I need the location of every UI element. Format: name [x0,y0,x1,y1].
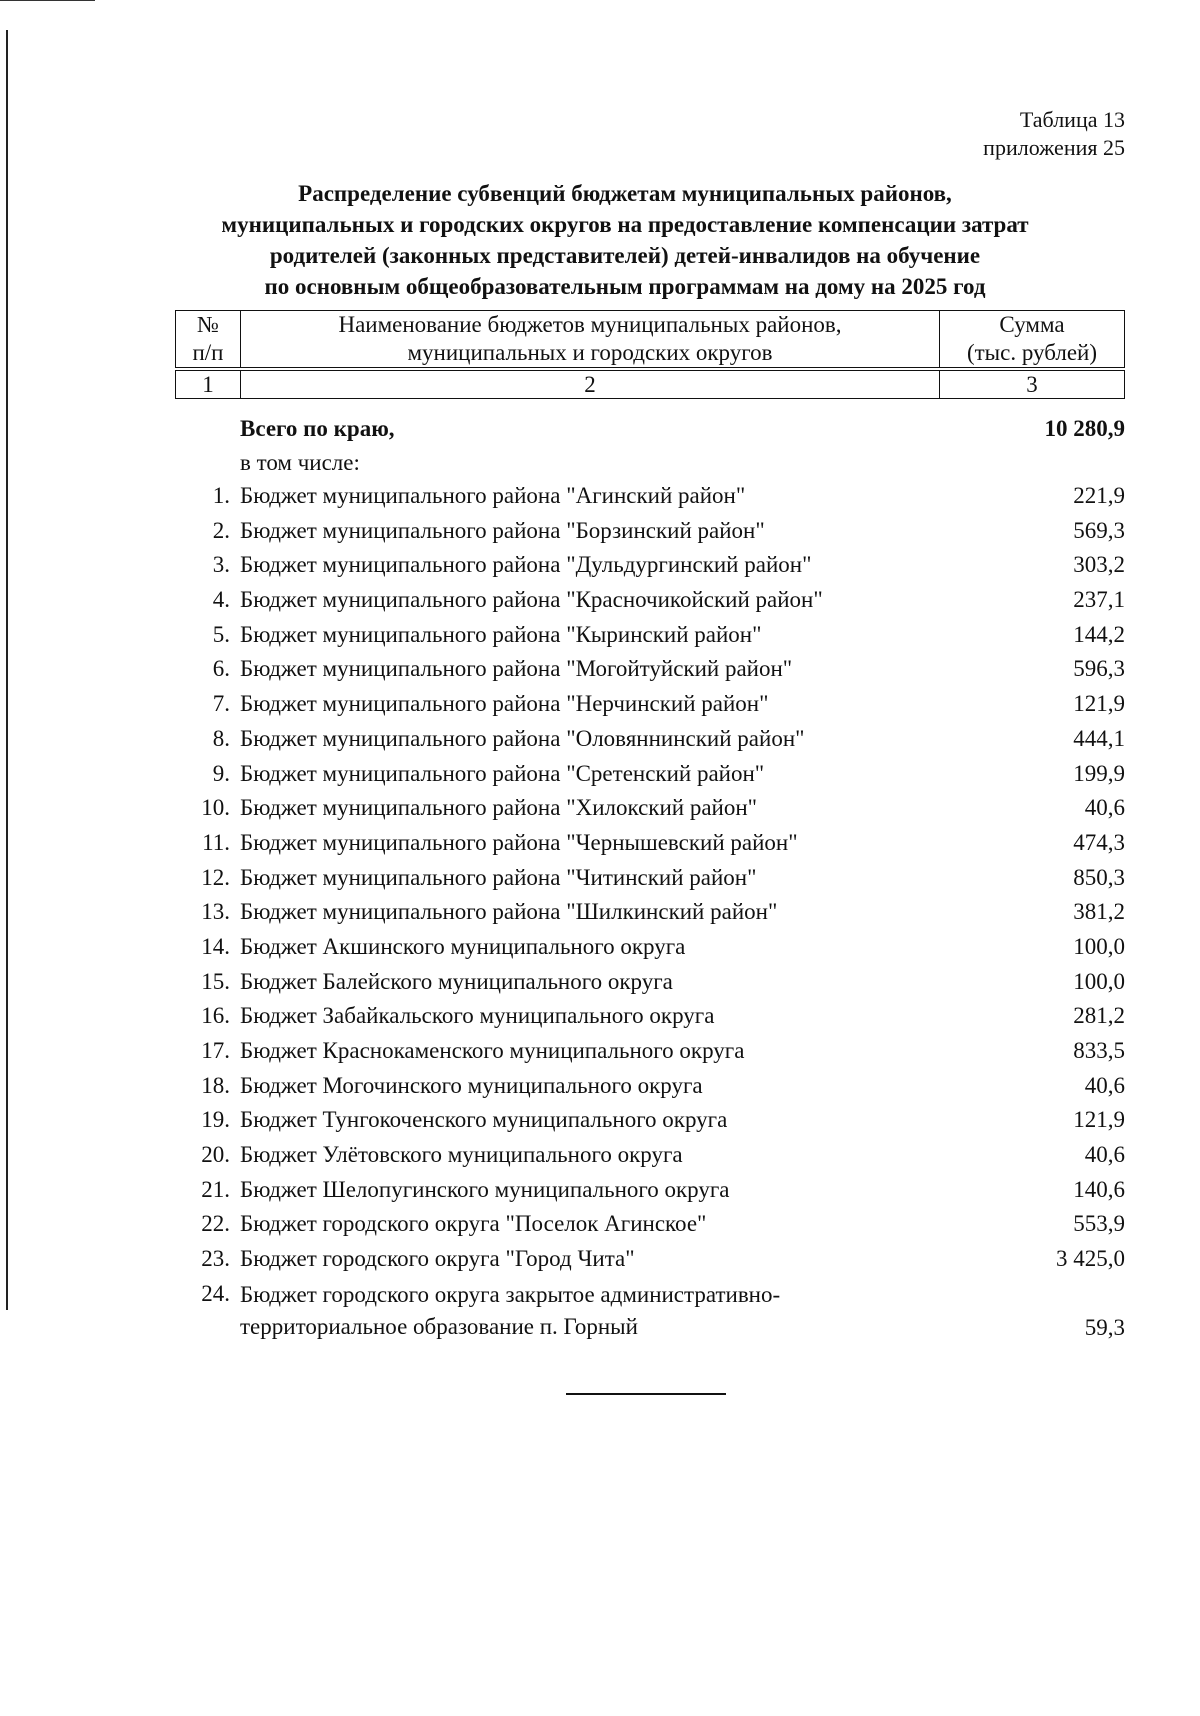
row-sum: 381,2 [1073,899,1125,925]
table-row [175,895,1125,930]
table-row [175,652,1125,687]
table-row [175,826,1125,861]
total-row [175,412,1125,447]
row-sum: 40,6 [1084,1142,1125,1168]
table-row [175,1242,1125,1277]
table-caption [983,106,1125,162]
row-name: Бюджет городского округа "Город Чита" [240,1246,635,1272]
table-row [175,1172,1125,1207]
row-number: 4. [212,587,230,613]
row-name: Бюджет муниципального района "Читинский район" [240,864,757,890]
header-number-line-1: № [197,312,219,337]
table-row [175,1138,1125,1173]
row-name: Бюджет муниципального района "Агинский район" [240,483,746,509]
row-name: Бюджет Могочинского муниципального округа [240,1072,703,1098]
row-sum: 100,0 [1073,968,1125,994]
title-line-2: муниципальных и городских округов на предоставление компенсации затрат [221,212,1029,237]
row-name: Бюджет Тунгокоченского муниципального округа [240,1107,728,1133]
row-number: 11. [202,829,230,855]
row-sum: 833,5 [1073,1038,1125,1064]
row-name: Бюджет муниципального района "Кыринский район" [240,621,762,647]
table-header [175,310,1125,399]
row-number: 2. [212,517,230,543]
scan-edge-line [6,30,8,1310]
row-name: Бюджет муниципального района "Хилокский район" [240,795,758,821]
scan-top-mark [0,0,95,1]
table-row [175,1207,1125,1242]
row-name: Бюджет Шелопугинского муниципального округа [240,1176,730,1202]
row-number: 1. [212,483,230,509]
row-name: Бюджет муниципального района "Красночикойский район" [240,587,823,613]
document-title [150,178,1100,302]
table-row [175,930,1125,965]
column-number-3: 3 [940,371,1125,399]
row-number: 12. [201,864,230,890]
row-sum: 40,6 [1084,1072,1125,1098]
table-row [175,722,1125,757]
row-name: Бюджет городского округа закрытое административно-территориальное образование п. Горный [240,1281,781,1339]
table-row [175,964,1125,999]
table-row [175,583,1125,618]
total-label: Всего по краю, [240,416,395,442]
row-sum: 59,3 [1084,1314,1125,1340]
table-row [175,548,1125,583]
row-number: 10. [201,795,230,821]
table-row [175,860,1125,895]
row-name: Бюджет Акшинского муниципального округа [240,933,686,959]
row-number: 7. [212,691,230,717]
row-number: 23. [201,1246,230,1272]
row-number: 8. [212,725,230,751]
row-number: 9. [212,760,230,786]
header-name [241,311,940,368]
subtotal-row [175,447,1125,479]
row-sum: 144,2 [1073,621,1125,647]
total-value: 10 280,9 [1044,416,1125,442]
row-name: Бюджет Краснокаменского муниципального округа [240,1038,745,1064]
row-number: 6. [212,656,230,682]
row-name: Бюджет муниципального района "Нерчинский район" [240,691,769,717]
row-name: Бюджет муниципального района "Борзинский район" [240,517,765,543]
table-row [175,1034,1125,1069]
row-number: 14. [201,933,230,959]
row-name: Бюджет муниципального района "Сретенский район" [240,760,765,786]
row-sum: 3 425,0 [1056,1246,1125,1272]
title-line-4: по основным общеобразовательным программам на дому на 2025 год [264,274,986,299]
row-number: 3. [212,552,230,578]
table-row [175,687,1125,722]
row-name: Бюджет Забайкальского муниципального округа [240,1003,715,1029]
row-number: 15. [201,968,230,994]
row-sum: 569,3 [1073,517,1125,543]
row-sum: 140,6 [1073,1176,1125,1202]
row-sum: 40,6 [1084,795,1125,821]
row-sum: 474,3 [1073,829,1125,855]
subtotal-label: в том числе: [240,449,360,475]
row-number: 22. [201,1211,230,1237]
title-line-1: Распределение субвенций бюджетам муниципальных районов, [298,181,952,206]
header-name-line-2: муниципальных и городских округов [407,340,773,365]
column-number-1: 1 [176,371,241,399]
column-number-2: 2 [241,371,940,399]
row-name: Бюджет Балейского муниципального округа [240,968,673,994]
header-number [176,311,241,368]
table-row [175,1277,1125,1343]
row-sum: 596,3 [1073,656,1125,682]
row-sum: 221,9 [1073,483,1125,509]
row-sum: 237,1 [1073,587,1125,613]
row-name: Бюджет муниципального района "Шилкинский район" [240,899,778,925]
row-name: Бюджет городского округа "Поселок Агинское" [240,1211,707,1237]
row-number: 16. [201,1003,230,1029]
row-sum: 100,0 [1073,933,1125,959]
row-name: Бюджет муниципального района "Дульдургинский район" [240,552,812,578]
header-name-line-1: Наименование бюджетов муниципальных районов, [338,312,842,337]
table-row [175,1103,1125,1138]
table-row [175,513,1125,548]
row-name: Бюджет муниципального района "Чернышевский район" [240,829,798,855]
column-number-row [176,371,1125,399]
title-line-3: родителей (законных представителей) детей-инвалидов на обучение [269,243,981,268]
header-row [176,311,1125,368]
caption-line-1: Таблица 13 [1019,107,1125,132]
row-number: 13. [201,899,230,925]
header-sum-line-1: Сумма [999,312,1065,337]
table-row [175,791,1125,826]
row-number: 19. [201,1107,230,1133]
row-number: 21. [201,1176,230,1202]
table-row [175,479,1125,514]
row-sum: 121,9 [1073,691,1125,717]
table-row [175,999,1125,1034]
row-sum: 444,1 [1073,725,1125,751]
header-sum-line-2: (тыс. рублей) [966,340,1098,365]
end-divider [566,1393,726,1395]
row-number: 18. [201,1072,230,1098]
row-sum: 199,9 [1073,760,1125,786]
header-sum [940,311,1125,368]
row-sum: 121,9 [1073,1107,1125,1133]
row-number: 24. [201,1280,230,1306]
table-body [175,412,1125,1343]
row-number: 20. [201,1142,230,1168]
table-row [175,756,1125,791]
row-name: Бюджет муниципального района "Могойтуйский район" [240,656,793,682]
table-row [175,1068,1125,1103]
caption-line-2: приложения 25 [983,135,1125,160]
row-number: 5. [212,621,230,647]
header-number-line-2: п/п [192,340,224,365]
row-sum: 281,2 [1073,1003,1125,1029]
row-sum: 850,3 [1073,864,1125,890]
row-name: Бюджет Улётовского муниципального округа [240,1142,683,1168]
row-sum: 553,9 [1073,1211,1125,1237]
row-sum: 303,2 [1073,552,1125,578]
row-name: Бюджет муниципального района "Оловяннинский район" [240,725,805,751]
row-number: 17. [201,1038,230,1064]
table-row [175,617,1125,652]
